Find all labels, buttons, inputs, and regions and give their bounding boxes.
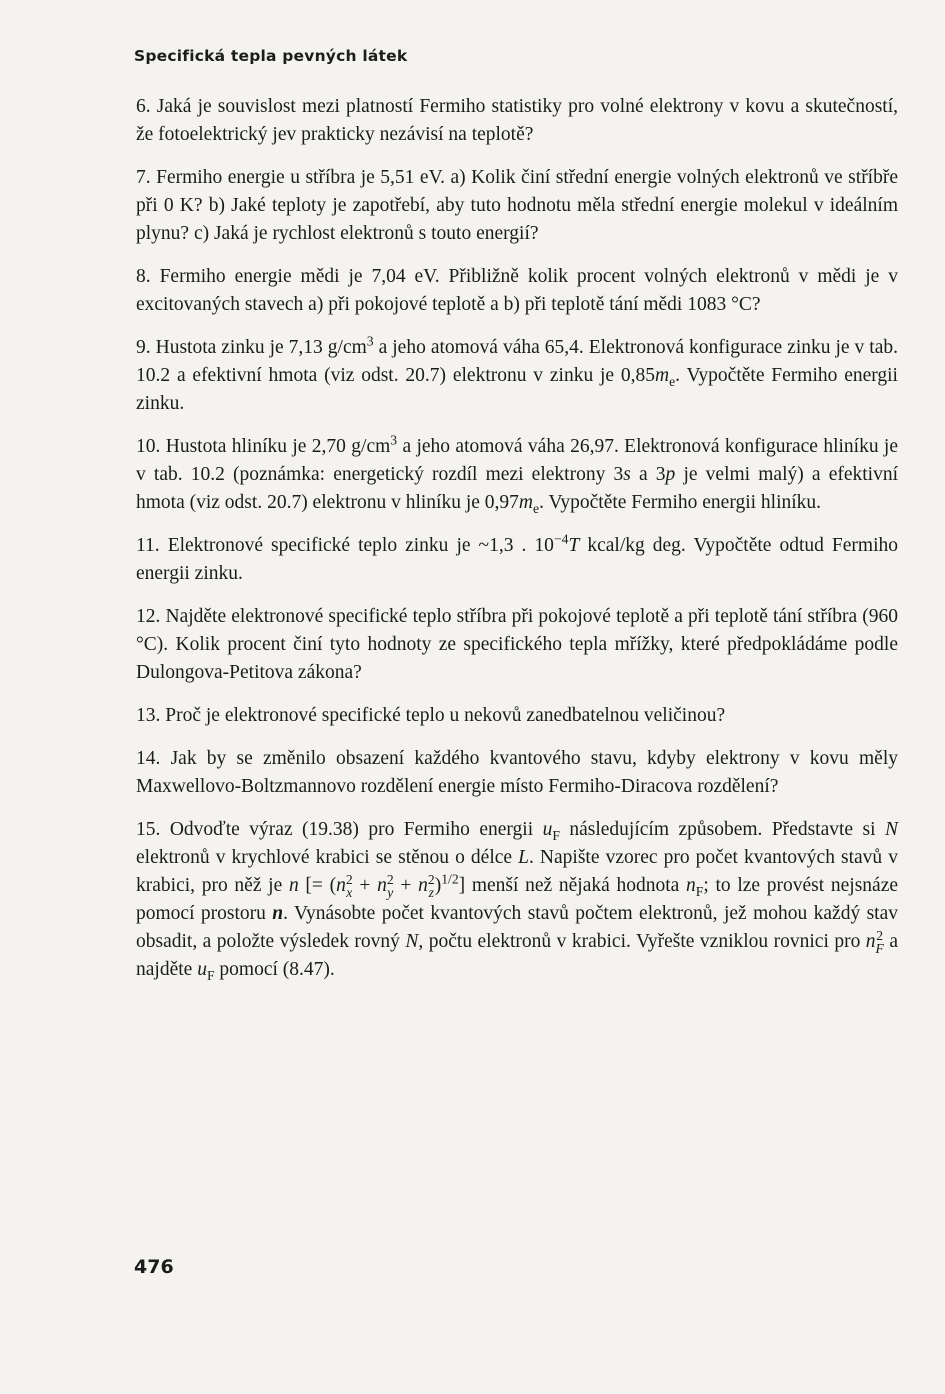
- nF2-scripts: 2 F: [875, 928, 884, 956]
- problem-13: 13. Proč je elektronové specifické teplo u nekovů zanedbatelnou veličinou?: [136, 705, 726, 726]
- page-number: 476: [134, 1256, 174, 1278]
- problem-7: 7. Fermiho energie u stříbra je 5,51 eV. a) Kolik činí střední energie volných elektronů ve stříbře při 0 K? b) Jaké teploty je zapotřebí, aby tuto hodnotu měla střední energie molekul v ideálním plynu? c) Jaká je rychlost elektronů s touto energií?: [136, 167, 899, 244]
- running-head: Specifická tepla pevných látek: [134, 47, 408, 65]
- problem-12: 12. Najděte elektronové specifické teplo stříbra při pokojové teplotě a při teplotě tání stříbra (960 °C). Kolik procent činí tyto hodnoty ze specifického tepla mřížky, které předpokládáme podle Dulongova-Petitova zákona?: [136, 606, 899, 683]
- problem-list: [136, 93, 898, 999]
- problem-6: 6. Jaká je souvislost mezi platností Fermiho statistiky pro volné elektrony v kovu a skutečností, že fotoelektrický jev prakticky nezávisí na teplotě?: [136, 96, 899, 145]
- problem-10: 10. Hustota hliníku je 2,70 $g/cm^3$ a jeho atomová váha 26,97. Elektronová konfigurace hliníku je v tab. 10.2 (poznámka: energetický rozdíl mezi elektrony 3s a 3p je velmi malý) a efektivní hmota (viz odst. 20.7) elektronu v hliníku je $0,97m_e$. Vypočtěte Fermiho energii hliníku.: [136, 432, 899, 516]
- nx-scripts: 2 x: [345, 872, 353, 900]
- problem-14: 14. Jak by se změnilo obsazení každého kvantového stavu, kdyby elektrony v kovu měly Maxwellovo-Boltzmannovo rozdělení energie místo Fermiho-Diracova rozdělení?: [136, 748, 898, 797]
- nz-scripts: 2 z: [427, 872, 435, 900]
- problem-8: 8. Fermiho energie mědi je 7,04 eV. Přibližně kolik procent volných elektronů v mědi je v excitovaných stavech a) při pokojové teplotě a b) při teplotě tání mědi 1083 °C?: [136, 266, 899, 315]
- problem-15: 15. Odvoďte výraz (19.38) pro Fermiho energii $u_F$ následujícím způsobem. Představte si N elektronů v krychlové krabici se stěnou o délce L. Napište vzorec pro počet kvantových stavů v krabici, pro něž je n [= (n2 x + n2 y + n2 z)$^{1/2}$] menší než nějaká hodnota $n_F$; to lze provést nejsnáze pomocí prostoru n. Vynásobte počet kvantových stavů počtem elektronů, jež mohou každý stav obsadit, a položte výsledek rovný N, počtu elektronů v krabici. Vyřešte vzniklou rovnici pro n2 F a najděte $u_F$ pomocí (8.47).: [136, 819, 899, 983]
- ny-scripts: 2 y: [386, 872, 394, 900]
- problem-11: 11. Elektronové specifické teplo zinku je ~1,3 . $10^{-4}T$ kcal/kg deg. Vypočtěte odtud Fermiho energii zinku.: [136, 531, 899, 584]
- problem-9: 9. Hustota zinku je 7,13 $g/cm^3$ a jeho atomová váha 65,4. Elektronová konfigurace zinku je v tab. 10.2 a efektivní hmota (viz odst. 20.7) elektronu v zinku je $0,85m_e$. Vypočtěte Fermiho energii zinku.: [136, 333, 898, 414]
